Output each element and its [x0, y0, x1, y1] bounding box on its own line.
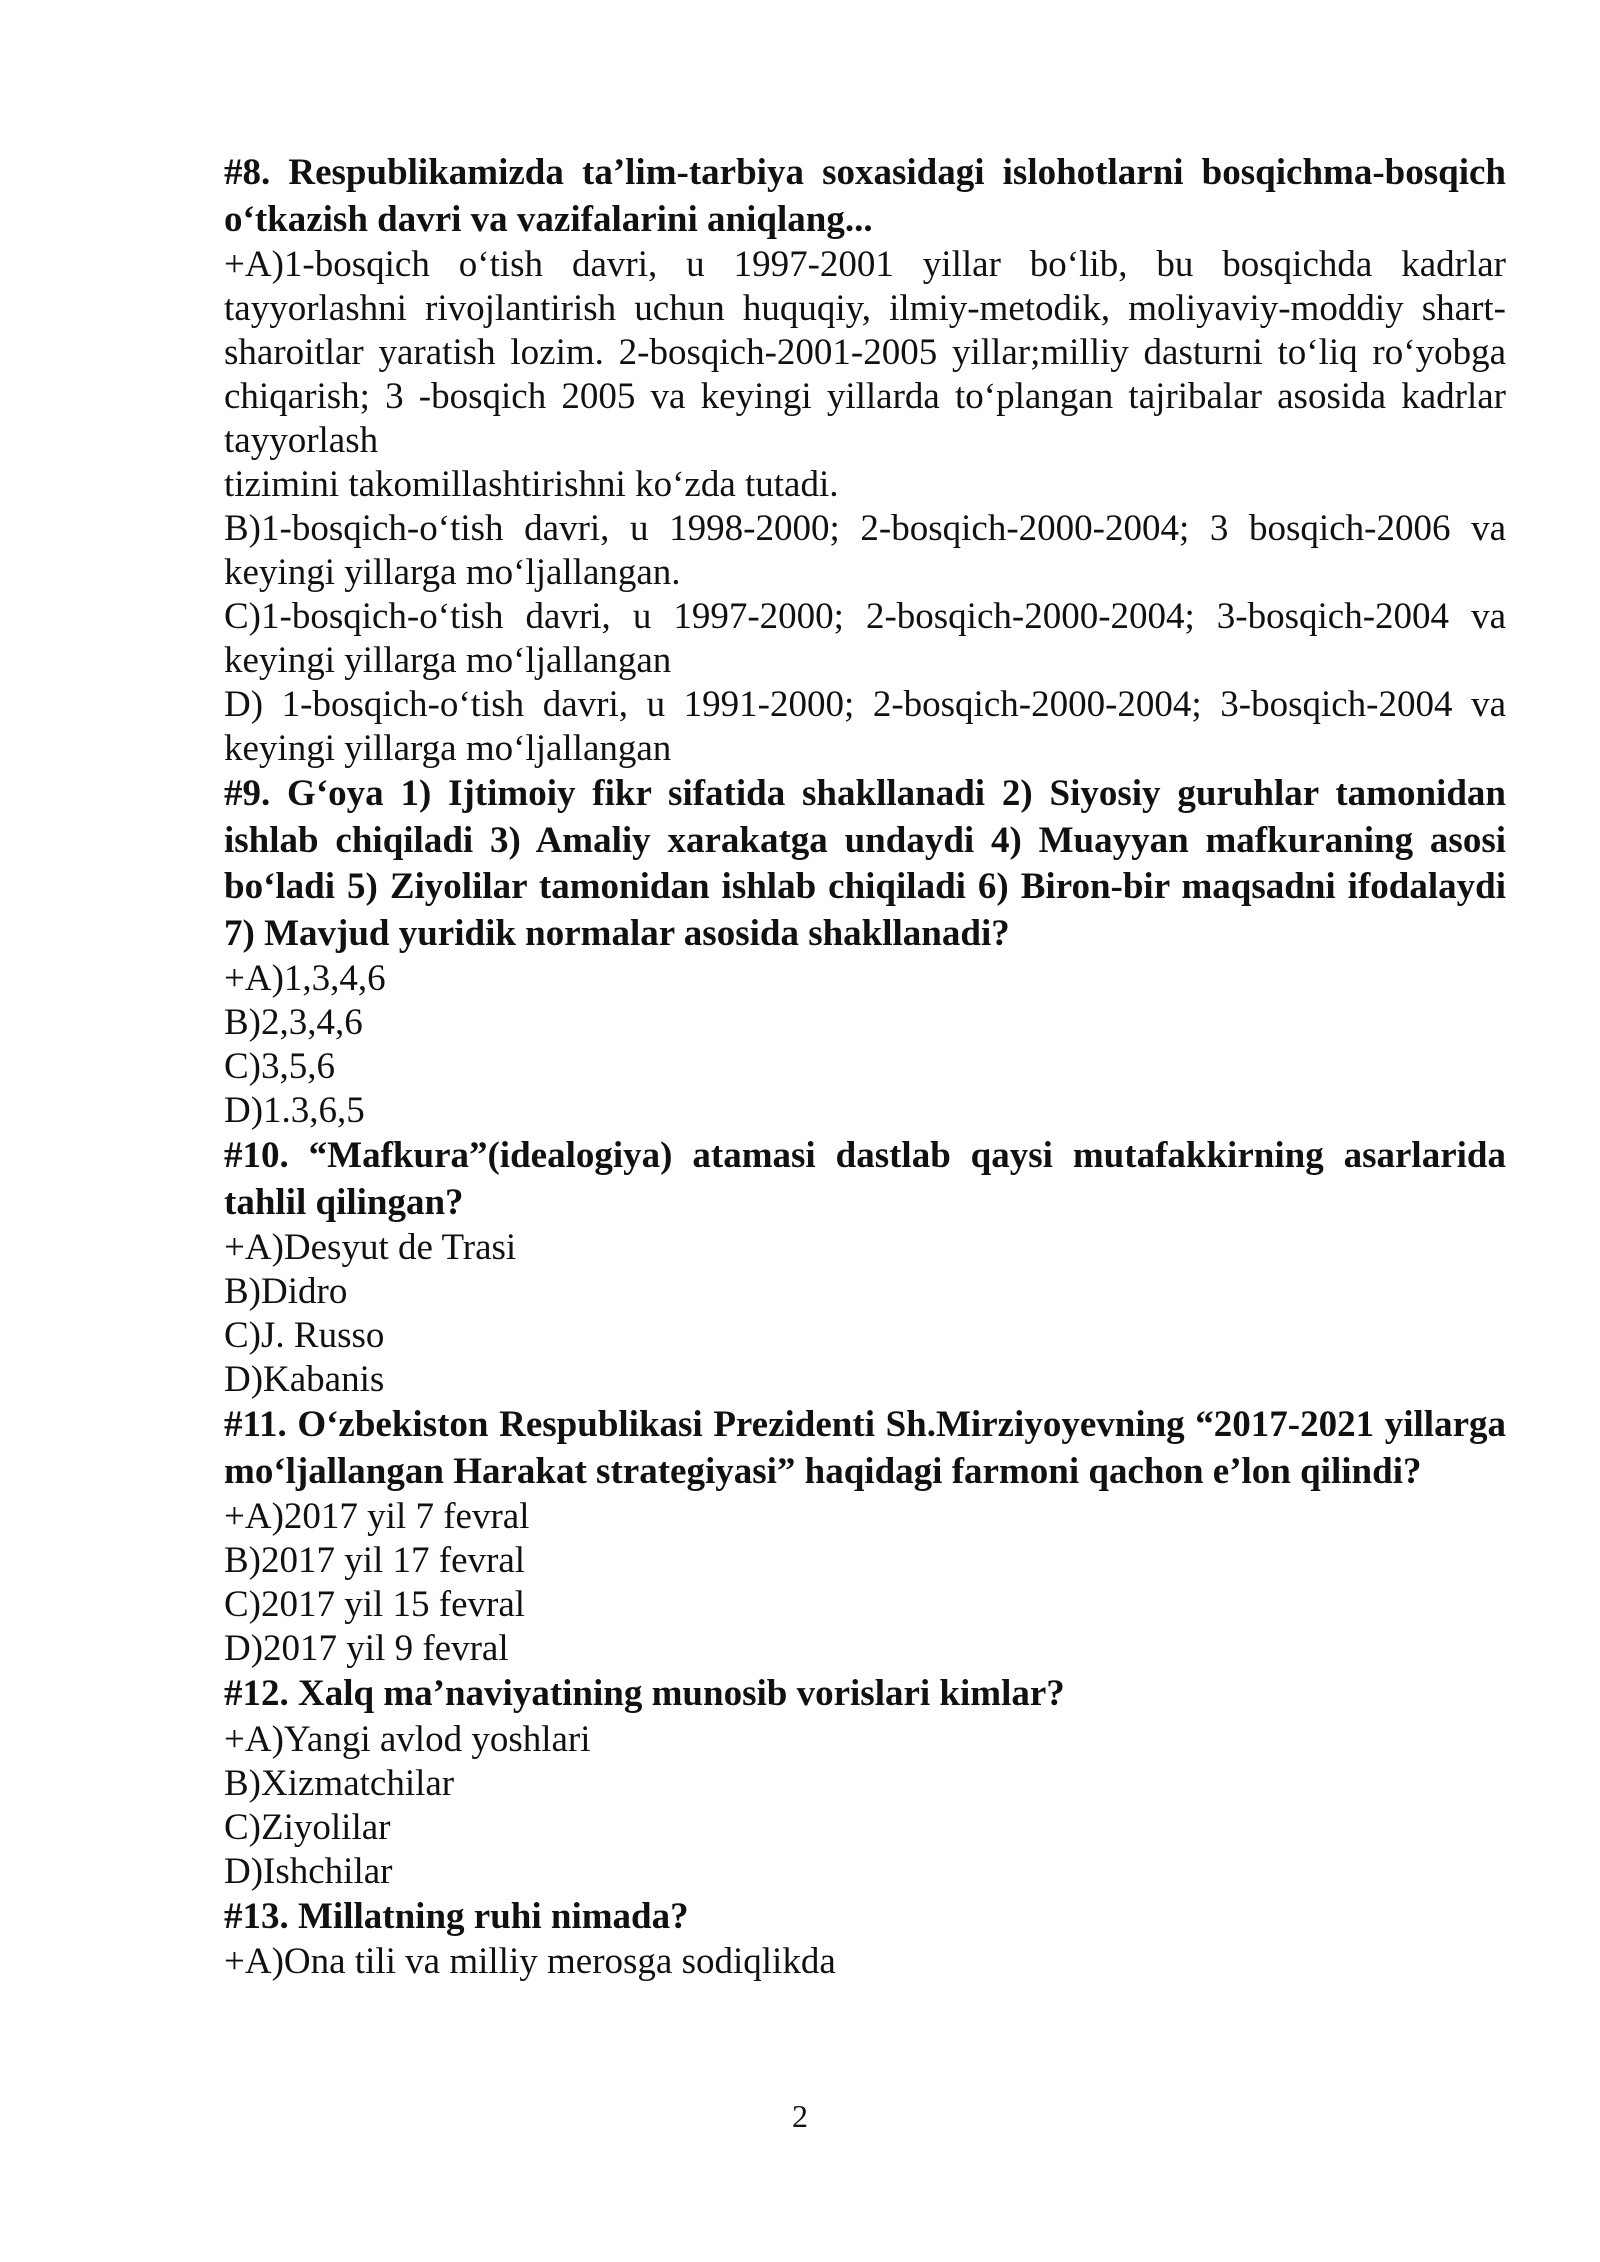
question-block: [224, 771, 1506, 1133]
answer-option: D)Ishchilar: [224, 1850, 393, 1892]
answer-option: +A)1,3,4,6: [224, 958, 386, 999]
question-block: [224, 1402, 1506, 1671]
question-block: [224, 150, 1506, 771]
answer-option: +A)2017 yil 7 fevral: [224, 1496, 530, 1537]
answer-option: C)3,5,6: [224, 1046, 335, 1087]
answer-option: tizimini takomillashtirishni ko‘zda tutadi.: [224, 464, 839, 505]
answer-option: B)2,3,4,6: [224, 1002, 363, 1043]
answer-option: +A)Desyut de Trasi: [224, 1227, 517, 1268]
answer-option: D)1.3,6,5: [224, 1090, 365, 1131]
answer-option: B)2017 yil 17 fevral: [224, 1540, 526, 1581]
question-text: #13. Millatning ruhi nimada?: [224, 1895, 689, 1937]
document-page: [224, 150, 1506, 1984]
answer-option: B)1-bosqich-o‘tish davri, u 1998-2000; 2-bosqich-2000-2004; 3 bosqich-2006 va keyingi yillarga mo‘ljallangan.: [224, 508, 1506, 593]
answer-option: C)2017 yil 15 fevral: [224, 1584, 526, 1625]
question-text: #10. “Mafkura”(idealogiya) atamasi dastlab qaysi mutafakkirning asarlarida tahlil qilingan?: [224, 1135, 1506, 1223]
answer-option: C)Ziyolilar: [224, 1806, 391, 1848]
answer-option: D)2017 yil 9 fevral: [224, 1628, 509, 1669]
page-number: 2: [792, 2098, 808, 2134]
answer-option: C)J. Russo: [224, 1315, 385, 1356]
answer-option: C)1-bosqich-o‘tish davri, u 1997-2000; 2-bosqich-2000-2004; 3-bosqich-2004 va keyingi yillarga mo‘ljallangan: [224, 596, 1506, 681]
answer-option: D) 1-bosqich-o‘tish davri, u 1991-2000; 2-bosqich-2000-2004; 3-bosqich-2004 va keyingi yillarga mo‘ljallangan: [224, 684, 1506, 769]
answer-option: +A)Ona tili va milliy merosga sodiqlikda: [224, 1941, 836, 1982]
question-text: #12. Xalq ma’naviyatining munosib vorislari kimlar?: [224, 1673, 1065, 1714]
answer-option: B)Didro: [224, 1271, 348, 1312]
answer-option: +A)1-bosqich o‘tish davri, u 1997-2001 yillar bo‘lib, bu bosqichda kadrlar tayyorlashni rivojlantirish uchun huquqiy, ilmiy-metodik, moliyaviy-moddiy shart-sharoitlar yaratish lozim. 2-bosqich-2001-2005 yillar;milliy dasturni to‘liq ro‘yobga chiqarish; 3 -bosqich 2005 va keyingi yillarda to‘plangan tajribalar asosida kadrlar tayyorlash: [224, 244, 1506, 461]
question-block: [224, 1894, 1506, 1985]
question-text: #11. O‘zbekiston Respublikasi Prezidenti Sh.Mirziyoyevning “2017-2021 yillarga mo‘ljallangan Harakat strategiyasi” haqidagi farmoni qachon e’lon qilindi?: [224, 1404, 1506, 1492]
answer-option: B)Xizmatchilar: [224, 1762, 455, 1804]
answer-option: D)Kabanis: [224, 1359, 385, 1400]
question-text: #9. G‘oya 1) Ijtimoiy fikr sifatida shakllanadi 2) Siyosiy guruhlar tamonidan ishlab chiqiladi 3) Amaliy xarakatga undaydi 4) Muayyan mafkuraning asosi bo‘ladi 5) Ziyolilar tamonidan ishlab chiqiladi 6) Biron-bir maqsadni ifodalaydi 7) Mavjud yuridik normalar asosida shakllanadi?: [224, 773, 1506, 954]
question-block: [224, 1133, 1506, 1402]
question-text: #8. Respublikamizda ta’lim-tarbiya soxasidagi islohotlarni bosqichma-bosqich o‘tkazish davri va vazifalarini aniqlang...: [224, 152, 1506, 240]
answer-option: +A)Yangi avlod yoshlari: [224, 1718, 591, 1760]
question-block: [224, 1671, 1506, 1894]
